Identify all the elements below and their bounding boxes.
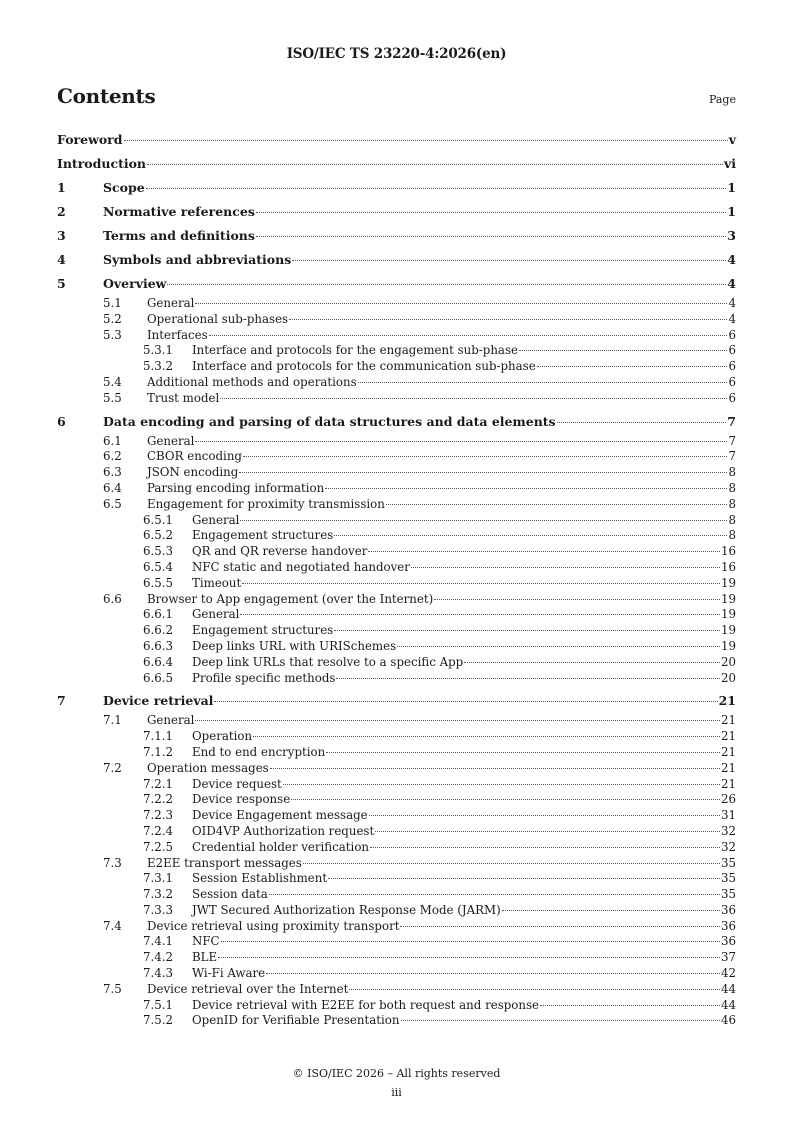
toc-entry-title[interactable]: Operation — [192, 729, 253, 744]
toc-entry-number: 6.2 — [103, 449, 122, 464]
toc-entry-page[interactable]: 7 — [728, 449, 736, 464]
toc-entry-title[interactable]: Symbols and abbreviations — [103, 252, 292, 267]
toc-entry-number: 5.3.1 — [143, 343, 174, 358]
toc-entry-page[interactable]: 31 — [720, 808, 736, 823]
toc-entry-title[interactable]: JWT Secured Authorization Response Mode (JARM) — [192, 902, 501, 917]
toc-entry-title[interactable]: Device retrieval with E2EE for both request and response — [192, 997, 540, 1012]
toc-entry[interactable] — [57, 576, 736, 592]
toc-entry-page[interactable]: vi — [723, 156, 736, 171]
dot-leader — [326, 752, 720, 753]
toc-entry-page[interactable]: v — [728, 132, 736, 147]
toc-entry[interactable] — [57, 966, 736, 982]
toc-entry-title[interactable]: General — [192, 512, 240, 527]
dot-leader — [334, 630, 720, 631]
toc-entry-page[interactable]: 32 — [720, 839, 736, 854]
toc-entry-page[interactable]: 19 — [720, 575, 736, 590]
toc-entry[interactable] — [57, 919, 736, 935]
dot-leader — [291, 799, 720, 800]
toc-entry[interactable] — [57, 481, 736, 497]
toc-entry-title[interactable]: Operation messages — [147, 760, 269, 775]
toc-entry-number: 2 — [57, 204, 66, 219]
toc-entry-page[interactable]: 21 — [720, 729, 736, 744]
toc-entry[interactable] — [57, 655, 736, 671]
toc-entry-page[interactable]: 35 — [720, 855, 736, 870]
toc-entry-number: 6.5.5 — [143, 575, 174, 590]
toc-entry-title[interactable]: CBOR encoding — [147, 449, 242, 464]
toc-entry-number: 7.2.1 — [143, 776, 174, 791]
toc-entry-number: 1 — [57, 180, 66, 195]
toc-entry[interactable] — [57, 449, 736, 465]
dot-leader — [240, 614, 720, 615]
toc-entry-number: 6.1 — [103, 433, 122, 448]
dot-leader — [400, 926, 720, 927]
dot-leader — [328, 878, 720, 879]
dot-leader — [221, 941, 720, 942]
toc-entry-number: 7.2.5 — [143, 839, 174, 854]
toc-entry[interactable] — [57, 671, 736, 687]
toc-entry-number: 7.2.4 — [143, 823, 174, 838]
dot-leader — [283, 784, 720, 785]
dot-leader — [411, 567, 720, 568]
toc-entry-title[interactable]: General — [147, 433, 195, 448]
page-title: Contents — [57, 84, 156, 108]
dot-leader — [464, 662, 720, 663]
toc-entry-number: 6.5.3 — [143, 544, 174, 559]
toc-entry-number: 5.3 — [103, 327, 122, 342]
toc-entry-page[interactable]: 8 — [728, 480, 736, 495]
dot-leader — [397, 646, 720, 647]
toc-entry-page[interactable]: 20 — [720, 670, 736, 685]
toc-entry-page[interactable]: 4 — [727, 276, 736, 291]
toc-entry[interactable] — [57, 623, 736, 639]
toc-entry[interactable] — [57, 950, 736, 966]
toc-entry-title[interactable]: Wi-Fi Aware — [192, 966, 266, 981]
toc-entry-title[interactable]: Session Establishment — [192, 871, 328, 886]
toc-entry-number: 6.6 — [103, 591, 122, 606]
toc-entry-number: 6.6.1 — [143, 607, 174, 622]
toc-entry-page[interactable]: 6 — [728, 327, 736, 342]
toc-entry-number: 6.6.5 — [143, 670, 174, 685]
toc-entry-number: 5.5 — [103, 390, 122, 405]
toc-entry-title[interactable]: Additional methods and operations — [147, 374, 357, 389]
toc-entry[interactable] — [57, 729, 736, 745]
toc-entry-page[interactable]: 32 — [720, 823, 736, 838]
toc-entry-title[interactable]: Interface and protocols for the communication sub-phase — [192, 359, 536, 374]
toc-entry-number: 7.5.1 — [143, 997, 174, 1012]
toc-entry-title[interactable]: Data encoding and parsing of data structures and data elements — [103, 413, 556, 429]
dot-leader — [218, 957, 720, 958]
toc-entry-title[interactable]: Scope — [103, 180, 145, 195]
toc-entry[interactable] — [57, 887, 736, 903]
toc-entry[interactable] — [57, 272, 736, 296]
page-number: iii — [391, 1086, 402, 1099]
dot-leader — [270, 768, 720, 769]
toc-entry-page[interactable]: 3 — [727, 228, 736, 243]
toc-entry[interactable] — [57, 375, 736, 391]
toc-entry-title[interactable]: Normative references — [103, 204, 255, 219]
dot-leader — [167, 284, 726, 285]
toc-entry[interactable] — [57, 465, 736, 481]
toc-entry-page[interactable]: 1 — [727, 180, 736, 195]
toc-entry-page[interactable]: 1 — [727, 204, 736, 219]
toc-entry-page[interactable]: 8 — [728, 465, 736, 480]
toc-entry-page[interactable]: 26 — [720, 792, 736, 807]
toc-entry-page[interactable]: 44 — [720, 981, 736, 996]
toc-entry[interactable] — [57, 871, 736, 887]
toc-entry-number: 7.1.1 — [143, 729, 174, 744]
toc-entry-number: 5.3.2 — [143, 359, 174, 374]
toc-entry[interactable] — [57, 391, 736, 407]
toc-entry-title[interactable]: OID4VP Authorization request — [192, 823, 375, 838]
toc-entry-title[interactable]: Deep link URLs that resolve to a specific App — [192, 654, 464, 669]
toc-entry-number: 6.6.3 — [143, 638, 174, 653]
toc-entry[interactable] — [57, 777, 736, 793]
toc-entry-title[interactable]: NFC — [192, 934, 220, 949]
dot-leader — [336, 678, 720, 679]
toc-entry-page[interactable]: 19 — [720, 638, 736, 653]
dot-leader — [239, 472, 727, 473]
toc-entry[interactable] — [57, 840, 736, 856]
toc-entry-page[interactable]: 6 — [728, 359, 736, 374]
toc-entry-number: 5.4 — [103, 374, 122, 389]
toc-entry-title[interactable]: Device request — [192, 776, 282, 791]
dot-leader — [292, 260, 726, 261]
dot-leader — [519, 350, 727, 351]
toc-entry-title[interactable]: Terms and definitions — [103, 228, 255, 243]
dot-leader — [289, 319, 727, 320]
toc-entry-title[interactable]: QR and QR reverse handover — [192, 544, 368, 559]
toc-entry[interactable] — [57, 176, 736, 200]
toc-entry-page[interactable]: 19 — [720, 623, 736, 638]
dot-leader — [146, 188, 727, 189]
toc-entry-title[interactable]: Operational sub-phases — [147, 311, 289, 326]
toc-entry-number: 6.4 — [103, 480, 122, 495]
toc-entry-page[interactable]: 6 — [728, 374, 736, 389]
toc-entry-title[interactable]: Session data — [192, 887, 268, 902]
toc-entry-title[interactable]: BLE — [192, 950, 218, 965]
toc-entry-page[interactable]: 6 — [728, 343, 736, 358]
toc-entry-title[interactable]: Browser to App engagement (over the Internet) — [147, 591, 434, 606]
toc-entry[interactable] — [57, 856, 736, 872]
toc-entry-title[interactable]: Overview — [103, 276, 167, 291]
dot-leader — [540, 1005, 720, 1006]
toc-entry-number: 7.3.1 — [143, 871, 174, 886]
dot-leader — [269, 894, 720, 895]
toc-entry-number: 7.5 — [103, 981, 122, 996]
document-header: ISO/IEC TS 23220-4:2026(en) — [286, 46, 507, 62]
dot-leader — [124, 140, 728, 141]
dot-leader — [358, 382, 728, 383]
toc-entry[interactable] — [57, 607, 736, 623]
toc-entry-title[interactable]: General — [192, 607, 240, 622]
toc-entry-title[interactable]: Parsing encoding information — [147, 480, 325, 495]
toc-entry-number: 4 — [57, 252, 66, 267]
dot-leader — [502, 910, 720, 911]
toc-entry-page[interactable]: 20 — [720, 654, 736, 669]
toc-entry-number: 3 — [57, 228, 66, 243]
toc-entry[interactable] — [57, 312, 736, 328]
dot-leader — [147, 164, 723, 165]
dot-leader — [256, 236, 726, 237]
toc-entry-title[interactable]: Interfaces — [147, 327, 208, 342]
toc-entry-title[interactable]: Trust model — [147, 390, 220, 405]
toc-entry-number: 6.6.2 — [143, 623, 174, 638]
toc-entry-number: 7.4 — [103, 918, 122, 933]
toc-entry-number: 7.3.2 — [143, 887, 174, 902]
dot-leader — [195, 720, 720, 721]
toc-entry-number: 5.2 — [103, 311, 122, 326]
toc-entry-number: 7.2.2 — [143, 792, 174, 807]
dot-leader — [349, 989, 720, 990]
toc-entry-page[interactable]: 36 — [720, 934, 736, 949]
toc-entry-number: 6.5 — [103, 496, 122, 511]
dot-leader — [434, 599, 720, 600]
toc-entry-number: 6.5.2 — [143, 528, 174, 543]
toc-entry[interactable] — [57, 296, 736, 312]
toc-entry-page[interactable]: 21 — [720, 776, 736, 791]
table-of-contents — [57, 128, 736, 1029]
toc-entry[interactable] — [57, 982, 736, 998]
toc-entry-number: 6.6.4 — [143, 654, 174, 669]
toc-entry-number: 6.3 — [103, 465, 122, 480]
dot-leader — [368, 551, 720, 552]
toc-entry-title[interactable]: Credential holder verification — [192, 839, 370, 854]
toc-entry-page[interactable]: 21 — [720, 760, 736, 775]
dot-leader — [214, 701, 717, 702]
toc-entry-page[interactable]: 19 — [720, 591, 736, 606]
toc-entry[interactable] — [57, 513, 736, 529]
dot-leader — [253, 736, 720, 737]
toc-entry[interactable] — [57, 808, 736, 824]
toc-entry-title[interactable]: Foreword — [57, 132, 123, 147]
toc-entry-page[interactable]: 19 — [720, 607, 736, 622]
toc-entry[interactable] — [57, 152, 736, 176]
dot-leader — [375, 831, 720, 832]
toc-entry[interactable] — [57, 713, 736, 729]
toc-entry[interactable] — [57, 343, 736, 359]
dot-leader — [369, 815, 720, 816]
toc-entry-page[interactable]: 6 — [728, 390, 736, 405]
toc-entry-number: 7.4.1 — [143, 934, 174, 949]
dot-leader — [240, 520, 727, 521]
toc-entry-page[interactable]: 35 — [720, 871, 736, 886]
toc-entry-title[interactable]: General — [147, 713, 195, 728]
toc-entry[interactable] — [57, 528, 736, 544]
toc-entry[interactable] — [57, 248, 736, 272]
toc-entry[interactable] — [57, 560, 736, 576]
toc-entry-title[interactable]: Timeout — [192, 575, 242, 590]
toc-entry-title[interactable]: Device response — [192, 792, 291, 807]
toc-entry-page[interactable]: 16 — [720, 559, 736, 574]
toc-entry-page[interactable]: 4 — [728, 296, 736, 310]
toc-entry-number: 5.1 — [103, 296, 122, 310]
toc-entry-page[interactable]: 44 — [720, 997, 736, 1012]
toc-entry-title[interactable]: End to end encryption — [192, 744, 326, 759]
toc-entry-number: 7.2.3 — [143, 808, 174, 823]
toc-entry-page[interactable]: 4 — [728, 311, 736, 326]
toc-entry-title[interactable]: Profile specific methods — [192, 670, 336, 685]
toc-entry-number: 7.5.2 — [143, 1013, 174, 1028]
toc-entry-page[interactable]: 8 — [728, 512, 736, 527]
dot-leader — [242, 583, 720, 584]
toc-entry-number: 6 — [57, 413, 66, 429]
dot-leader — [220, 398, 727, 399]
toc-entry-page[interactable]: 8 — [728, 496, 736, 511]
toc-entry-title[interactable]: Engagement structures — [192, 623, 334, 638]
toc-entry-page[interactable]: 36 — [720, 902, 736, 917]
toc-entry[interactable] — [57, 544, 736, 560]
toc-entry-number: 6.5.4 — [143, 559, 174, 574]
dot-leader — [195, 441, 727, 442]
toc-entry[interactable] — [57, 689, 736, 713]
toc-entry-page[interactable]: 7 — [727, 413, 736, 429]
toc-entry-page[interactable]: 37 — [720, 950, 736, 965]
toc-entry-page[interactable]: 16 — [720, 544, 736, 559]
toc-entry[interactable] — [57, 410, 736, 434]
toc-entry-title[interactable]: Interface and protocols for the engagement sub-phase — [192, 343, 518, 358]
toc-entry[interactable] — [57, 745, 736, 761]
dot-leader — [209, 335, 728, 336]
dot-leader — [243, 456, 728, 457]
dot-leader — [386, 504, 728, 505]
copyright-footer: © ISO/IEC 2026 – All rights reserved — [292, 1067, 501, 1080]
toc-entry-title[interactable]: General — [147, 296, 195, 310]
toc-entry[interactable] — [57, 903, 736, 919]
toc-entry-title[interactable]: Introduction — [57, 156, 147, 171]
toc-entry-number: 7.4.3 — [143, 966, 174, 981]
toc-entry-page[interactable]: 4 — [727, 252, 736, 267]
toc-entry-title[interactable]: Device retrieval over the Internet — [147, 981, 349, 996]
toc-entry[interactable] — [57, 1013, 736, 1029]
toc-entry-number: 7.3.3 — [143, 902, 174, 917]
toc-entry-page[interactable]: 21 — [718, 693, 736, 709]
dot-leader — [303, 863, 720, 864]
dot-leader — [370, 847, 720, 848]
toc-entry-number: 7.1 — [103, 713, 122, 728]
toc-entry-title[interactable]: E2EE transport messages — [147, 855, 302, 870]
toc-entry[interactable] — [57, 934, 736, 950]
toc-entry[interactable] — [57, 434, 736, 450]
toc-entry-page[interactable]: 21 — [720, 744, 736, 759]
toc-entry-number: 7.2 — [103, 760, 122, 775]
toc-entry[interactable] — [57, 359, 736, 375]
toc-entry-page[interactable]: 36 — [720, 918, 736, 933]
dot-leader — [401, 1020, 720, 1021]
dot-leader — [334, 535, 727, 536]
toc-entry-page[interactable]: 7 — [728, 433, 736, 448]
toc-entry-title[interactable]: Engagement for proximity transmission — [147, 496, 385, 511]
dot-leader — [266, 973, 720, 974]
dot-leader — [325, 488, 727, 489]
dot-leader — [195, 303, 727, 304]
toc-entry-page[interactable]: 8 — [728, 528, 736, 543]
toc-entry-number: 7.4.2 — [143, 950, 174, 965]
toc-entry[interactable] — [57, 497, 736, 513]
toc-entry-page[interactable]: 21 — [720, 713, 736, 728]
toc-entry[interactable] — [57, 761, 736, 777]
toc-entry[interactable] — [57, 592, 736, 608]
toc-entry[interactable] — [57, 224, 736, 248]
toc-entry-number: 7.3 — [103, 855, 122, 870]
toc-entry[interactable] — [57, 792, 736, 808]
dot-leader — [537, 366, 728, 367]
toc-entry-title[interactable]: Engagement structures — [192, 528, 334, 543]
toc-entry-number: 6.5.1 — [143, 512, 174, 527]
toc-entry-title[interactable]: JSON encoding — [147, 465, 239, 480]
toc-entry[interactable] — [57, 998, 736, 1014]
toc-entry-number: 7.1.2 — [143, 744, 174, 759]
toc-entry-title[interactable]: Device retrieval using proximity transport — [147, 918, 400, 933]
toc-entry-number: 7 — [57, 693, 66, 709]
toc-entry[interactable] — [57, 128, 736, 152]
toc-entry[interactable] — [57, 639, 736, 655]
toc-entry-page[interactable]: 42 — [720, 966, 736, 981]
toc-entry[interactable] — [57, 328, 736, 344]
toc-entry-title[interactable]: OpenID for Verifiable Presentation — [192, 1013, 400, 1028]
page-column-label: Page — [708, 93, 736, 106]
dot-leader — [557, 422, 727, 423]
toc-entry-title[interactable]: NFC static and negotiated handover — [192, 559, 410, 574]
dot-leader — [256, 212, 726, 213]
toc-entry-page[interactable]: 35 — [720, 887, 736, 902]
toc-entry[interactable] — [57, 824, 736, 840]
toc-entry-number: 5 — [57, 276, 66, 291]
toc-entry-title[interactable]: Device Engagement message — [192, 808, 368, 823]
toc-entry[interactable] — [57, 200, 736, 224]
toc-entry-title[interactable]: Deep links URL with URISchemes — [192, 638, 397, 653]
toc-entry-page[interactable]: 46 — [720, 1013, 736, 1028]
toc-entry-title[interactable]: Device retrieval — [103, 693, 214, 709]
